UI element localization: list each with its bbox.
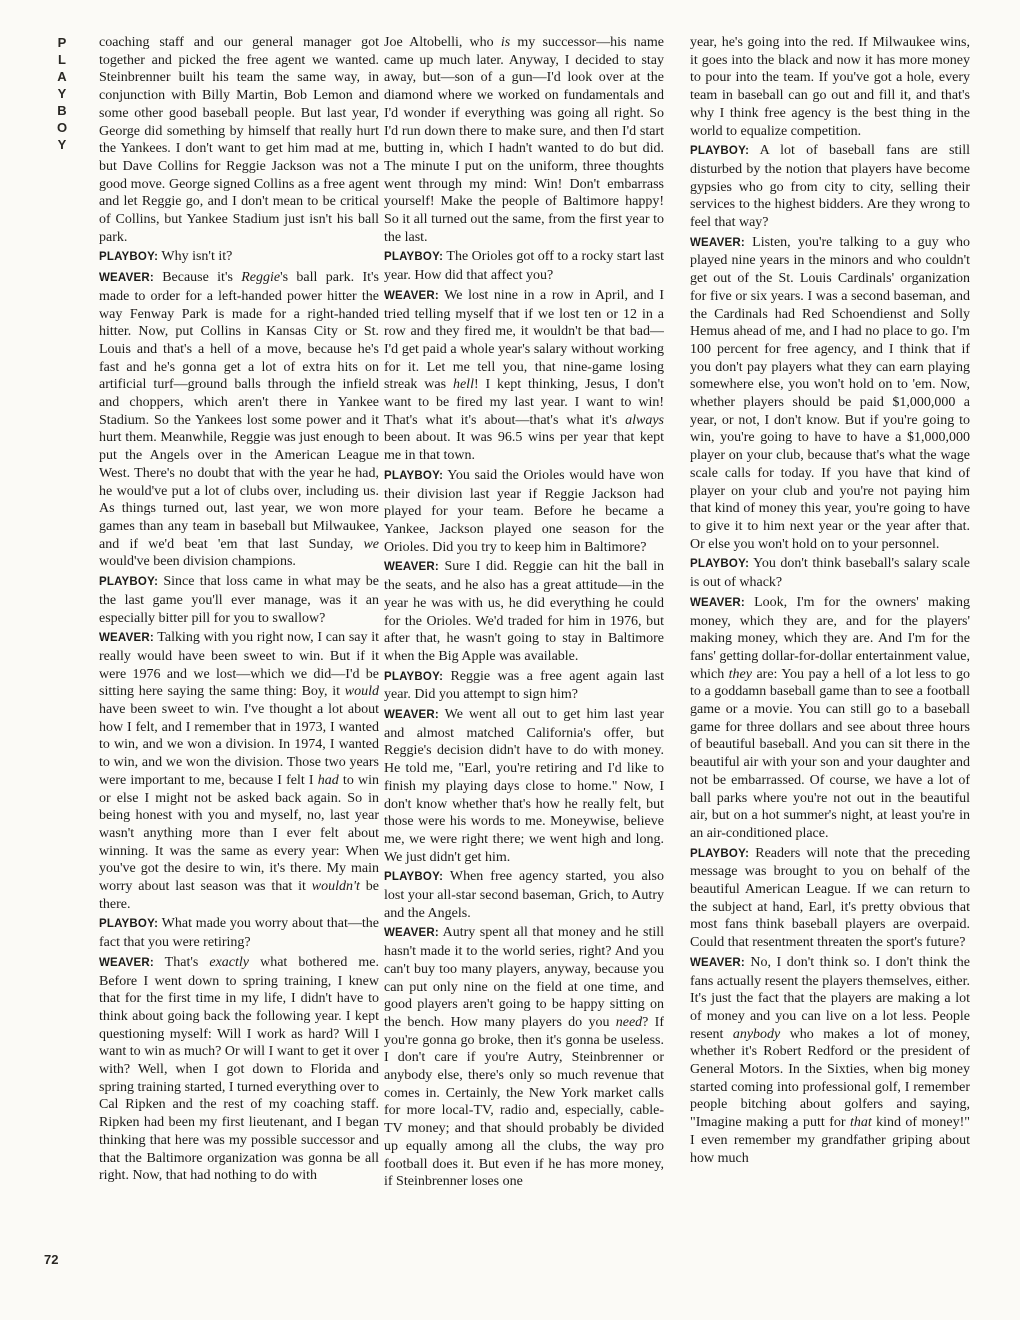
body-text: would've been division champions. xyxy=(99,554,296,570)
emphasized-text: Reggie xyxy=(241,270,281,286)
speaker-label: WEAVER: xyxy=(384,289,439,302)
interview-paragraph xyxy=(690,845,970,952)
interview-paragraph xyxy=(384,34,664,246)
speaker-label: PLAYBOY: xyxy=(384,469,444,482)
emphasized-text: we xyxy=(363,536,379,552)
emphasized-text: would xyxy=(344,684,379,700)
body-text: who makes a lot of money, whether it's Robert Redford or the president of General Motors. In the Sixties, when big money started coming into professional golf, I remember people bitching about golfers and saying, "Imagine making a putt for xyxy=(690,1026,970,1131)
page-number: 72 xyxy=(44,1252,59,1267)
speaker-label: PLAYBOY: xyxy=(690,558,750,571)
speaker-label: WEAVER: xyxy=(384,709,439,722)
speaker-label: PLAYBOY: xyxy=(99,251,159,264)
interview-paragraph xyxy=(690,142,970,232)
text-column-2 xyxy=(384,34,664,1282)
body-text: You said the Orioles would have won their division last year if Reggie Jackson had played for your team. Before he became a Yankee, Jackson played one season for the Orioles. Did you try to keep him in Baltimore? xyxy=(384,467,664,555)
speaker-label: PLAYBOY: xyxy=(690,847,750,860)
interview-paragraph xyxy=(690,594,970,843)
masthead-letter: A xyxy=(57,69,67,84)
masthead-letter: Y xyxy=(57,86,67,101)
interview-paragraph xyxy=(99,269,379,571)
body-text: The Orioles got off to a rocky start last year. How did that affect you? xyxy=(384,249,664,284)
interview-paragraph xyxy=(384,287,664,465)
emphasized-text: anybody xyxy=(732,1026,781,1042)
body-text: Look, I'm for the owners' making money, which they are, and for the players' making money, which they are. And I'm for the fans' getting dollar-for-dollar entertainment value, which xyxy=(690,594,970,682)
speaker-label: WEAVER: xyxy=(99,272,154,285)
body-text: Reggie was a free agent again last year. Did you attempt to sign him? xyxy=(384,668,664,703)
body-text: Sure I did. Reggie can hit the ball in the seats, and he also has a great attitude—in the year he was with us, he did everything he could for the Orioles. We'd traded for him in 1976, but after that, he wasn't going to stay in Baltimore when the Big Apple was available. xyxy=(384,559,664,664)
speaker-label: PLAYBOY: xyxy=(99,576,159,589)
interview-paragraph xyxy=(384,248,664,284)
speaker-label: PLAYBOY: xyxy=(384,251,444,264)
speaker-label: PLAYBOY: xyxy=(384,871,444,884)
body-text: coaching staff and our general manager got together and picked the free agent we wanted. Steinbrenner built his team the same way, in conjunction with Billy Martin, Bob Lemon and some other good baseball people. But last year, George did something by himself that really hurt the Yankees. I don't want to get him mad at me, but Dave Collins for Reggie Jackson was not a good move. George signed Collins as a free agent and let Reggie go, and I don't mean to be critical of Collins, but Yankee Stadium just isn't his ball park. xyxy=(99,35,379,245)
interview-paragraph xyxy=(690,234,970,554)
body-text: Because it's xyxy=(153,270,242,286)
body-text: Readers will note that the preceding message was brought to you on behalf of the beautiful American League. If we can return to the subject at hand, Earl, it's pretty obvious that most fans think baseball players are overpaid. Could that resentment threaten the sport's future? xyxy=(690,845,970,951)
body-text: be there. xyxy=(99,879,379,912)
emphasized-text: that xyxy=(849,1115,872,1131)
masthead-letter: L xyxy=(58,52,66,67)
body-text: Talking with you right now, I can say it really would have been sweet to win. But if it were 1976 and we lost—which we did—I'd be sitting here saying the same thing: Boy, it xyxy=(99,630,379,700)
body-text: have been sweet to win. I've thought a lot about how I felt, and I remember that in 1973, I wanted to win, and we won a division. In 1974, I wanted to win, and we won the division. Those two years were important to me, because I felt I xyxy=(99,702,379,788)
body-text: You don't think baseball's salary scale is out of whack? xyxy=(690,556,970,591)
interview-paragraph xyxy=(690,555,970,591)
interview-paragraph xyxy=(99,34,379,246)
emphasized-text: had xyxy=(317,772,339,788)
body-text: That's xyxy=(153,954,210,970)
speaker-label: WEAVER: xyxy=(384,927,439,940)
interview-paragraph xyxy=(99,248,379,267)
text-column-1 xyxy=(99,34,379,1282)
interview-paragraph xyxy=(99,915,379,951)
emphasized-text: always xyxy=(625,412,664,428)
interview-paragraph xyxy=(384,467,664,557)
body-text: Joe Altobelli, who xyxy=(384,35,501,50)
body-text: kind of money!" I even remember my grandfather griping about how much xyxy=(690,1115,970,1166)
text-column-3 xyxy=(690,34,970,1282)
emphasized-text: they xyxy=(728,666,752,682)
body-text: We went all out to get him last year and almost matched California's offer, but Reggie's decision didn't have to do with money. He told me, "Earl, you're retiring and I'd like to finish my playing days close to home." Now, I don't know whether that's how he really felt, but those were his words to me. Moneywise, believe me, we were right there; we went high and long. We just didn't get him. xyxy=(384,707,664,865)
speaker-label: WEAVER: xyxy=(99,632,154,645)
interview-paragraph xyxy=(99,629,379,913)
body-text: ? If you're gonna go broke, then it's gonna be useless. I don't care if you're Autry, Steinbrenner or anybody else, there's only so much revenue that comes in. Certainly, the New York market calls for more local-TV, radio and, especially, cable-TV money; and that should probably be divided up equally among all the clubs, the way pro football does it. But even if he has more money, if Steinbrenner loses one xyxy=(384,1014,664,1190)
interview-paragraph xyxy=(384,924,664,1191)
emphasized-text: need xyxy=(615,1014,643,1030)
interview-paragraph xyxy=(384,558,664,665)
magazine-masthead xyxy=(52,34,72,153)
emphasized-text: hell xyxy=(452,377,474,393)
speaker-label: WEAVER: xyxy=(99,956,154,969)
emphasized-text: is xyxy=(500,35,511,50)
body-text: Why isn't it? xyxy=(158,249,233,265)
speaker-label: WEAVER: xyxy=(690,956,745,969)
body-text: year, he's going into the red. If Milwaukee wins, it goes into the black and now it has more money to pour into the team. If you've got a hole, every team in baseball can go out and fill it, and that's why I think free agency is the best thing in the world to equalize competition. xyxy=(690,35,970,139)
speaker-label: PLAYBOY: xyxy=(690,145,750,158)
body-text: what bothered me. Before I went down to spring training, I knew that for the first time in my life, I didn't have to think about going back the following year. I kept questioning myself: Will I work as hard? Will I want to win as much? Or will I want to get it over with? Well, when I got down to Florida and spring training started, I turned everything over to Cal Ripken and the rest of my coaching staff. Ripken had been my first lieutenant, and I began thinking that here was my possible successor and that the Baltimore organization was gonna be all right. Now, that had nothing to do with xyxy=(99,954,379,1184)
masthead-letter: B xyxy=(57,103,67,118)
body-text: When free agency started, you also lost your all-star second baseman, Grich, to Autry and the Angels. xyxy=(384,869,664,921)
interview-paragraph xyxy=(99,954,379,1185)
interview-paragraph xyxy=(384,668,664,704)
interview-paragraph xyxy=(690,34,970,140)
speaker-label: PLAYBOY: xyxy=(384,670,444,683)
body-text: been about. It was 96.5 wins per year that kept me in that town. xyxy=(384,430,664,464)
speaker-label: WEAVER: xyxy=(690,236,745,249)
body-text: 's ball park. It's made to order for a left-handed power hitter the way Fenway Park is made for a right-handed hitter. Now, put Collins in Kansas City or St. Louis and that's a hell of a move, because he's fast and he's gonna get a lot of extra hits on artificial turf—ground balls through the infield and choppers, which aren't there in Yankee Stadium. So the Yankees lost some power and it hurt them. Meanwhile, Reggie was just enough to put the Angels over in the American League West. There's no doubt that with the year he had, he would've put a lot of clubs over, including us. As things turned out, last year, we won more games than any team in baseball but Milwaukee, and if we'd beat 'em that last Sunday, xyxy=(99,270,379,552)
interview-paragraph xyxy=(384,706,664,866)
body-text: ! I kept thinking, Jesus, I don't want to be fired my last year. I want to win! That's what it's about—that's what it's xyxy=(384,377,664,428)
interview-paragraph xyxy=(384,868,664,922)
body-text: We lost nine in a row in April, and I tried telling myself that if we lost ten or 12 in a row and they fired me, it wouldn't be that bad—I'd get paid a whole year's salary without working for it. Let me tell you, that nine-game losing streak was xyxy=(384,287,664,393)
masthead-letter: P xyxy=(57,35,67,50)
masthead-letter: Y xyxy=(57,137,67,152)
body-text: Since that loss came in what may be the last game you'll ever manage, was it an especially bitter pill for you to swallow? xyxy=(99,574,379,626)
body-text: A lot of baseball fans are still disturbed by the notion that players have become gypsies who go from city to city, selling their services to the highest bidders. Are they wrong to feel that way? xyxy=(690,143,970,231)
body-text: are: You pay a hell of a lot less to go to a goddamn baseball game than to see a football game or a movie. You can still go to a baseball game for three dollars and see about three hours of beautiful baseball. And you can sit there in the beautiful air with your son and your daughter and not be embarrassed. Of course, we have a lot of ball parks where you're not out in the beautiful air, but on a hot summer's night, at least you're in an air-conditioned place. xyxy=(690,666,970,841)
speaker-label: WEAVER: xyxy=(384,561,439,574)
emphasized-text: exactly xyxy=(209,954,250,970)
body-text: Listen, you're talking to a guy who played nine years in the minors and who couldn't get out of the St. Louis Cardinals' organization for five or six years. I was a second baseman, and the Cardinals had Red Schoendienst and Solly Hemus ahead of me, and I had no place to go. I'm 100 percent for free agency, and I think that if you don't pay players what they can earn playing somewhere else, you won't hold on to 'em. Now, whether players should be paid $1,000,000 a year, or not, I don't know. But if you're going to win, you're going to have to have a $1,000,000 player on your club, because that's what the wage scale calls for today. If you have that kind of player on your club and you're not paying him that kind of money this year, you're going to have to give it to him next year or the year after that. Or else you won't hold on to your personnel. xyxy=(690,234,970,552)
body-text: to win or else I might not be asked back again. So in being honest with you and myself, no, last year wasn't anything more than I ever felt about winning. It was the same as every year: When you've got the desire to win, it's there. My main worry about last season was that it xyxy=(99,772,379,895)
masthead-letter: O xyxy=(56,120,68,135)
speaker-label: PLAYBOY: xyxy=(99,918,159,931)
body-text: What made you worry about that—the fact that you were retiring? xyxy=(99,916,379,951)
interview-paragraph xyxy=(690,954,970,1167)
body-text: No, I don't think so. I don't think the fans actually resent the players themselves, either. It's just the fact that the players are making a lot of money and you can live on a lot less. People resent xyxy=(690,954,970,1042)
body-text: my successor—his name came up much later. Anyway, I decided to stay away, but—son of a gun—I'd look over at the diamond where we worked on fundamentals and I'd wonder if everything was going all right. So I'd run down there to make sure, and then I'd start butting in, which I hadn't wanted to do but did. The minute I put on the uniform, three thoughts went through my mind: Win! Don't embarrass yourself! Make the people of Baltimore happy! So it all turned out the same, from the first year to the last. xyxy=(384,35,664,245)
body-text: Autry spent all that money and he still hasn't made it to the world series, right? And you can't buy too many players, anyway, because you can put only nine on the field at one time, and good players aren't going to be happy sitting on the bench. How many players do you xyxy=(384,925,664,1030)
speaker-label: WEAVER: xyxy=(690,596,745,609)
emphasized-text: wouldn't xyxy=(311,879,360,895)
interview-paragraph xyxy=(99,573,379,627)
